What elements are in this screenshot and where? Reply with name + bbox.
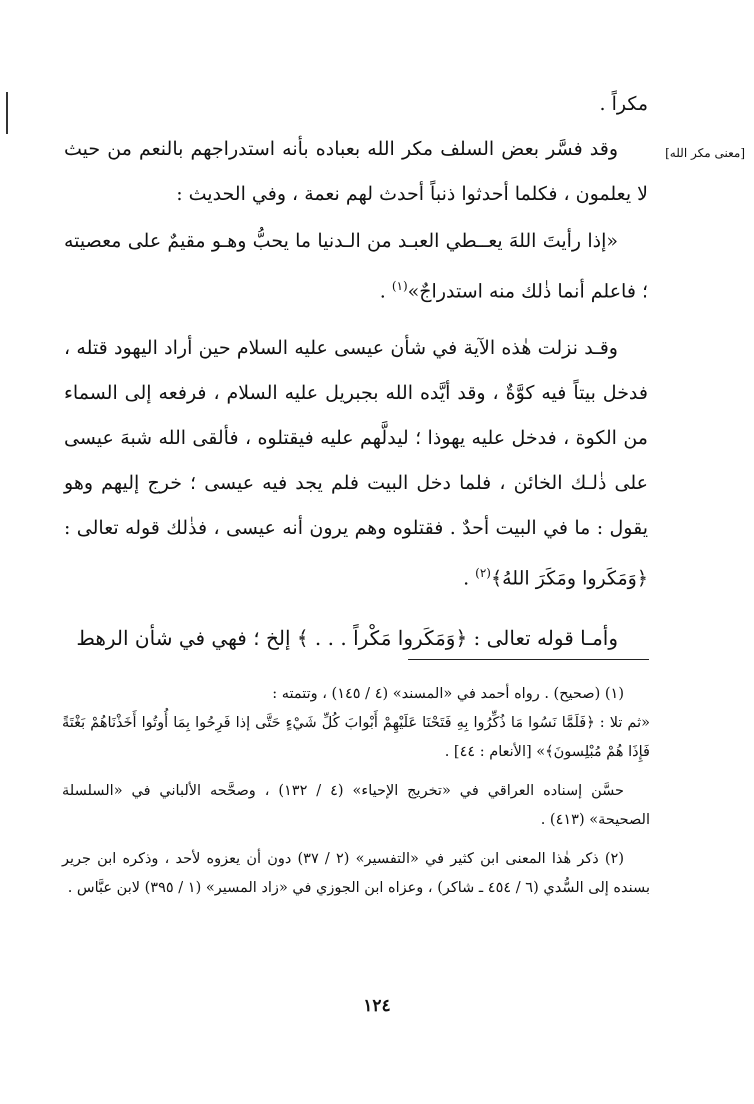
footnotes bbox=[62, 680, 650, 903]
hadith-end: . bbox=[379, 280, 392, 303]
footnote-1-continuation: «ثم تلا : ﴿فَلَمَّا نَسُوا مَا ذُكِّرُوا بِهِ فَتَحْنَا عَلَيْهِمْ أَبْوابَ كُلِّ شَيْءٍ حَتَّى إذا فَرِحُوا بِمَا أُوتُوا أَخَذْنَاهُمْ بَغْتَةً فَإِذَا هُمْ مُبْلِسونَ﴾» [الأنعام : ٤٤] . bbox=[62, 715, 650, 760]
footnote-divider bbox=[408, 659, 649, 660]
footnote-2: (٢) ذكر هٰذا المعنى ابن كثير في «التفسير» (٢ / ٣٧) دون أن يعزوه لأحد ، وذكره ابن جرير بسنده إلى السُّدي (٦ / ٤٥٤ ـ شاكر) ، وعزاه ابن الجوزي في «زاد المسير» (١ / ٣٩٥) لابن عبَّاس . bbox=[62, 851, 650, 896]
main-text bbox=[64, 82, 648, 661]
paragraph-isa-story bbox=[64, 326, 648, 601]
paragraph-continuation: مكراً . bbox=[599, 93, 648, 115]
footnote-1-grading: حسَّن إسناده العراقي في «تخريج الإحياء» (٤ / ١٣٢) ، وصحَّحه الألباني في «السلسلة الصحيحة» (٤١٣) . bbox=[62, 783, 650, 828]
paragraph-raht: وأمـا قوله تعالى : ﴿وَمَكَروا مَكْراً . . . ﴾ إلخ ؛ فهي في شأن الرهط bbox=[76, 625, 618, 650]
isa-story-text: وقـد نزلت هٰذه الآية في شأن عيسى عليه السلام حين أراد اليهود قتله ، فدخل بيتاً فيه كوَّةٌ ، وقد أيَّده الله بجبريل عليه السلام ، فرفعه إلى السماء من الكوة ، فدخل عليه يهوذا ؛ ليدلَّهم عليه فيقتلوه ، فألقى الله شبهَ عيسى على ذٰلـك الخائن ، فلما دخل البيت فلم يجد فيه عيسى ؛ خرج إليهم وهو يقول : ما في البيت أحدٌ . فقتلوه وهم يرون أنه عيسى ، فذٰلك قوله تعالى : ﴿وَمَكَروا ومَكَرَ اللهُ﴾ bbox=[64, 337, 648, 590]
scan-edge-mark bbox=[6, 92, 8, 134]
footnote-ref-1: (١) bbox=[391, 279, 408, 293]
margin-note: [معنى مكر الله] bbox=[665, 146, 745, 160]
footnote-ref-2: (٢) bbox=[475, 566, 491, 581]
paragraph-hadith bbox=[64, 219, 648, 314]
paragraph-salaf-interpretation: وقد فسَّر بعض السلف مكر الله بعباده بأنه استدراجهم بالنعم من حيث لا يعلمون ، فكلما أحدثوا ذنباً أحدث لهم نعمة ، وفي الحديث : bbox=[64, 138, 648, 205]
isa-story-end: . bbox=[463, 567, 476, 590]
page-number: ١٢٤ bbox=[363, 996, 391, 1016]
footnote-1-source: (١) (صحيح) . رواه أحمد في «المسند» (٤ / ١٤٥) ، وتتمته : bbox=[272, 686, 624, 702]
hadith-text: «إذا رأيتَ اللهَ يعــطي العبـد من الـدنيا ما يحبُّ وهـو مقيمٌ على معصيته ؛ فاعلم أنما ذٰلك منه استدراجٌ» bbox=[64, 230, 648, 303]
